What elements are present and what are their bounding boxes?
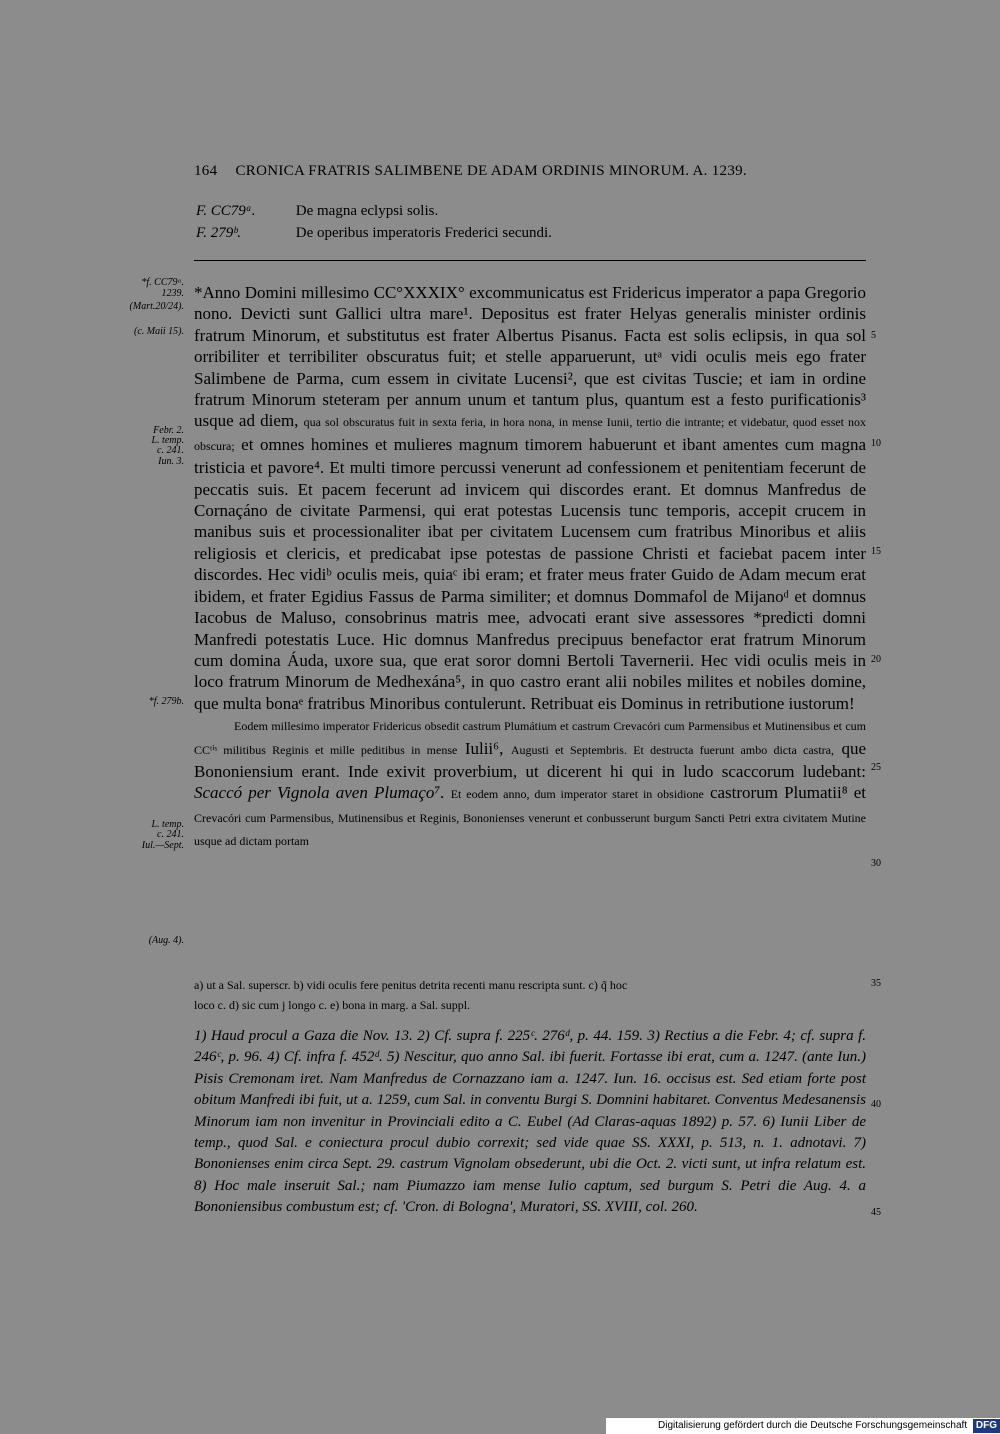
running-header	[194, 163, 854, 180]
text-run-small: Et eodem anno, dum imperator staret in obsidione	[450, 787, 704, 802]
toc-folio-ref: F. 279ᵇ.	[196, 225, 242, 241]
line-number: 35	[871, 978, 881, 989]
line-number: 15	[871, 546, 881, 557]
explanatory-notes	[194, 1026, 866, 1219]
margin-note: c. 241.	[157, 829, 184, 840]
text-run: *Anno Domini millesimo CC°XXXIX° excommunicatus est Fridericus imperator a papa Gregorio nono. Devicti sunt Gallici ultra mare¹. Depositus est frater Helyas generalis minister ordinis fratrum Minorum, et substitutus est frater Albertus Pisanus. Facta est solis eclipsis, in qua sol orribiliter et terribiliter obscuratus fuit; et stelle apparuerunt, utᵃ vidi oculis meis ego frater Salimbene de Parma, cum essem in civitate Lucensi², que est civitas Tuscie; et iam in ordine fratrum Minorum steteram per annum unum et tantum plus, quantum est a festo purificationis³ usque ad diem,	[194, 283, 866, 431]
apparatus-line: loco c. d) sic cum j longo c. e) bona in marg. a Sal. suppl.	[194, 998, 471, 1012]
main-text	[194, 282, 866, 853]
funding-footer[interactable]	[606, 1418, 1000, 1434]
notes-text: 1) Haud procul a Gaza die Nov. 13. 2) Cf. supra f. 225ᶜ. 276ᵈ, p. 44. 159. 3) Rectius a die Febr. 4; cf. supra f. 246ᶜ, p. 96. 4) Cf. infra f. 452ᵈ. 5) Nescitur, quo anno Sal. ibi fuerit. Fortasse ibi erat, cum a. 1247. (ante Iun.) Pisis Cremonam iret. Nam Manfredus de Cornazzano iam a. 1247. Iun. 16. occisus est. Sed etiam forte post obitum Manfredi ibi fuit, ut a. 1259, cum Sal. in conventu Burgi S. Domnini habitaret. Conventus Medesanensis Minorum iam non invenitur in Provinciali edito a C. Eubel (Ad Claras-aquas 1892) p. 57. 6) Iunii Liber de temp., quod Sal. e coniectura procul dubio correxit; sed vide quae SS. XXXI, p. 513, n. 1. adnotavi. 7) Bononienses enim circa Sept. 29. castrum Vignolam obsederunt, ubi die Oct. 2. victi sunt, ut infra relatum est. 8) Hoc male inseruit Sal.; nam Piumazzo iam mense Iulio captum, sed burgum S. Petri die Aug. 4. a Bononiensibus combustum est; cf. 'Cron. di Bologna', Muratori, SS. XVIII, col. 260.	[194, 1028, 866, 1216]
text-run: et omnes homines et mulieres magnum timorem habuerunt et ibant amentes cum magna tristicia et pavore⁴. Et multi timore percussi venerunt ad confessionem et penitentiam fecerunt de peccatis suis. Et pacem fecerunt ad invicem qui discordes erant. Et domnus Manfredus de Cornaçáno de civitate Parmensi, qui erat potestas Lucensis tunc temporis, accepit crucem in manibus suis et processionaliter ibat per civitatem Lucensem cum fratribus Minoribus et aliis religiosis et clericis, et predicabat ipse potestas de passione Christi et faciebat pacem inter discordes. Hec vidiᵇ oculis meis, quiaᶜ ibi eram; et frater meus frater Guido de Adam mecum erat ibidem, et frater Egidius Fassus de Parma similiter; et domnus Dommafol de Mijanoᵈ et domnus Iacobus de Maluso, consobrinus matris mee, advocati erant sive assessores *predicti domni Manfredi potestatis Luce. Hic domnus Manfredus precipuus benefactor erat fratrum Minorum cum domina Áuda, uxore sua, que erat soror domni Bertoli Tavernerii. Hec vidi oculis meis in loco fratrum Minorum de Medhexána⁵, in quo castro erant alii nobiles milites et nobiles domine, que multa bonaᵉ fratribus Minoribus contulerunt. Retribuat eis Dominus in retributione iustorum!	[194, 434, 866, 713]
critical-apparatus	[194, 975, 866, 1015]
line-number: 20	[871, 654, 881, 665]
margin-note: 1239.	[161, 288, 184, 299]
text-run: Iulii⁶,	[464, 738, 504, 758]
margin-note: c. 241.	[157, 445, 184, 456]
paragraph-eclipse	[194, 282, 866, 714]
margin-note: L. temp.	[151, 435, 184, 446]
margin-note: Febr. 2.	[153, 425, 184, 436]
text-run-small: Crevacóri cum Parmensibus, Mutinensibus et Reginis, Bononienses venerunt et conbusserunt burgum Sancti Petri extra civitatem Mutine usque ad dictam portam	[194, 810, 866, 849]
margin-note: *f. CC79ᵃ.	[141, 277, 184, 288]
margin-note: (Mart.20/24).	[129, 301, 184, 312]
margin-note: (c. Maii 15).	[134, 326, 184, 337]
text-run-small: Augusti et Septembris. Et destructa fuerunt ambo dicta castra,	[510, 742, 834, 757]
line-number: 25	[871, 762, 881, 773]
toc-title: De operibus imperatoris Frederici secundi.	[295, 225, 552, 241]
toc-title: De magna eclypsi solis.	[295, 203, 439, 219]
page-number: 164	[194, 163, 218, 179]
text-run-small: qua sol obscuratus fuit in sexta feria, in hora nona, in mense Iunii, tertio die intrante; et videbatur, quod esset nox obscura;	[194, 415, 867, 453]
chapter-contents	[196, 203, 552, 247]
toc-entry	[196, 203, 552, 225]
toc-entry	[196, 225, 552, 247]
line-number: 30	[871, 858, 881, 869]
margin-note: Iun. 3.	[158, 456, 184, 467]
dfg-logo-icon: DFG	[973, 1419, 1000, 1433]
text-run-small: Eodem millesimo imperator Fridericus obsedit castrum Plumátium et castrum Crevacóri cum Parmensibus et Mutinensibus et cum CCᵗⁱˢ militibus Reginis et mille peditibus in mense	[194, 719, 866, 757]
apparatus-line: a) ut a Sal. superscr. b) vidi oculis fere penitus detrita recenti manu rescripta sunt. c) q̃ hoc	[194, 978, 628, 992]
margin-note: *f. 279b.	[148, 696, 184, 707]
funding-text: Digitalisierung gefördert durch die Deutsche Forschungsgemeinschaft	[658, 1420, 968, 1431]
proverb: Scaccó per Vignola aven Plumaço⁷.	[194, 783, 445, 803]
line-number: 10	[871, 438, 881, 449]
running-year: A. 1239.	[692, 163, 747, 179]
text-run: que Bononiensium erant. Inde exivit proverbium, ut dicerent hi qui in ludo scaccorum ludebant:	[194, 738, 867, 781]
line-number: 40	[871, 1099, 881, 1110]
margin-note: (Aug. 4).	[148, 935, 184, 946]
text-run: castrorum Plumatii⁸ et	[709, 783, 867, 803]
line-number: 45	[871, 1207, 881, 1218]
section-divider	[194, 260, 866, 261]
line-number: 5	[871, 330, 876, 341]
toc-folio-ref: F. CC79ᵃ.	[196, 203, 256, 219]
running-title: CRONICA FRATRIS SALIMBENE DE ADAM ORDINIS MINORUM.	[235, 163, 690, 179]
margin-note: L. temp.	[151, 819, 184, 830]
paragraph-siege	[194, 714, 866, 852]
margin-note: Iul.—Sept.	[141, 840, 184, 851]
